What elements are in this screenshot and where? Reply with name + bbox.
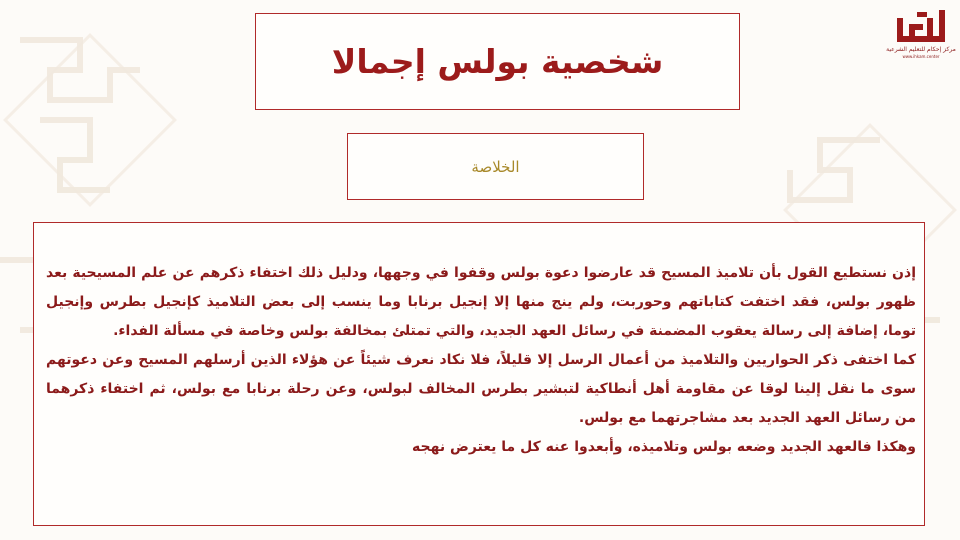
logo-subtitle: مركز إحكام للتعليم الشرعية bbox=[886, 46, 956, 53]
section-heading-box bbox=[347, 133, 644, 200]
summary-body bbox=[33, 222, 925, 526]
logo-mark-icon bbox=[895, 8, 947, 44]
title-box bbox=[255, 13, 740, 110]
section-heading: الخلاصة bbox=[471, 157, 520, 176]
logo-tagline: www.ihkam.center bbox=[902, 54, 940, 59]
paragraph-1: إذن نستطيع القول بأن تلاميذ المسيح قد عارضوا دعوة بولس وقفوا في وجهها، ودليل ذلك اختفاء ذكرهم عن علم المسيحية بعد ظهور بولس، فقد اختفت كتاباتهم وحوربت، ولم ينج منها إلا إنجيل برنابا وما ينسب إلى بعض التلاميذ كإنجيل بطرس وإنجيل توما، إضافة إلى رسالة يعقوب المضمنة في رسائل العهد الجديد، والتي تمتلئ بمخالفة بولس وخاصة في مسألة الفداء. bbox=[46, 265, 916, 339]
brand-logo bbox=[886, 8, 956, 68]
paragraph-2: كما اختفى ذكر الحواريين والتلاميذ من أعمال الرسل إلا قليلاً، فلا نكاد نعرف شيئاً عن هؤلاء الذين أرسلهم المسيح وعن دعوتهم سوى ما نقل إلينا لوقا عن مقاومة أهل أنطاكية لتبشير بطرس المخالف لبولس، وعن رحلة برنابا مع بولس، ثم اختفاء ذكرهما من رسائل العهد الجديد بعد مشاجرتهما مع بولس. bbox=[46, 352, 916, 426]
paragraph-3: وهكذا فالعهد الجديد وضعه بولس وتلاميذه، وأبعدوا عنه كل ما يعترض نهجه bbox=[412, 439, 916, 455]
page-title: شخصية بولس إجمالا bbox=[331, 42, 664, 81]
